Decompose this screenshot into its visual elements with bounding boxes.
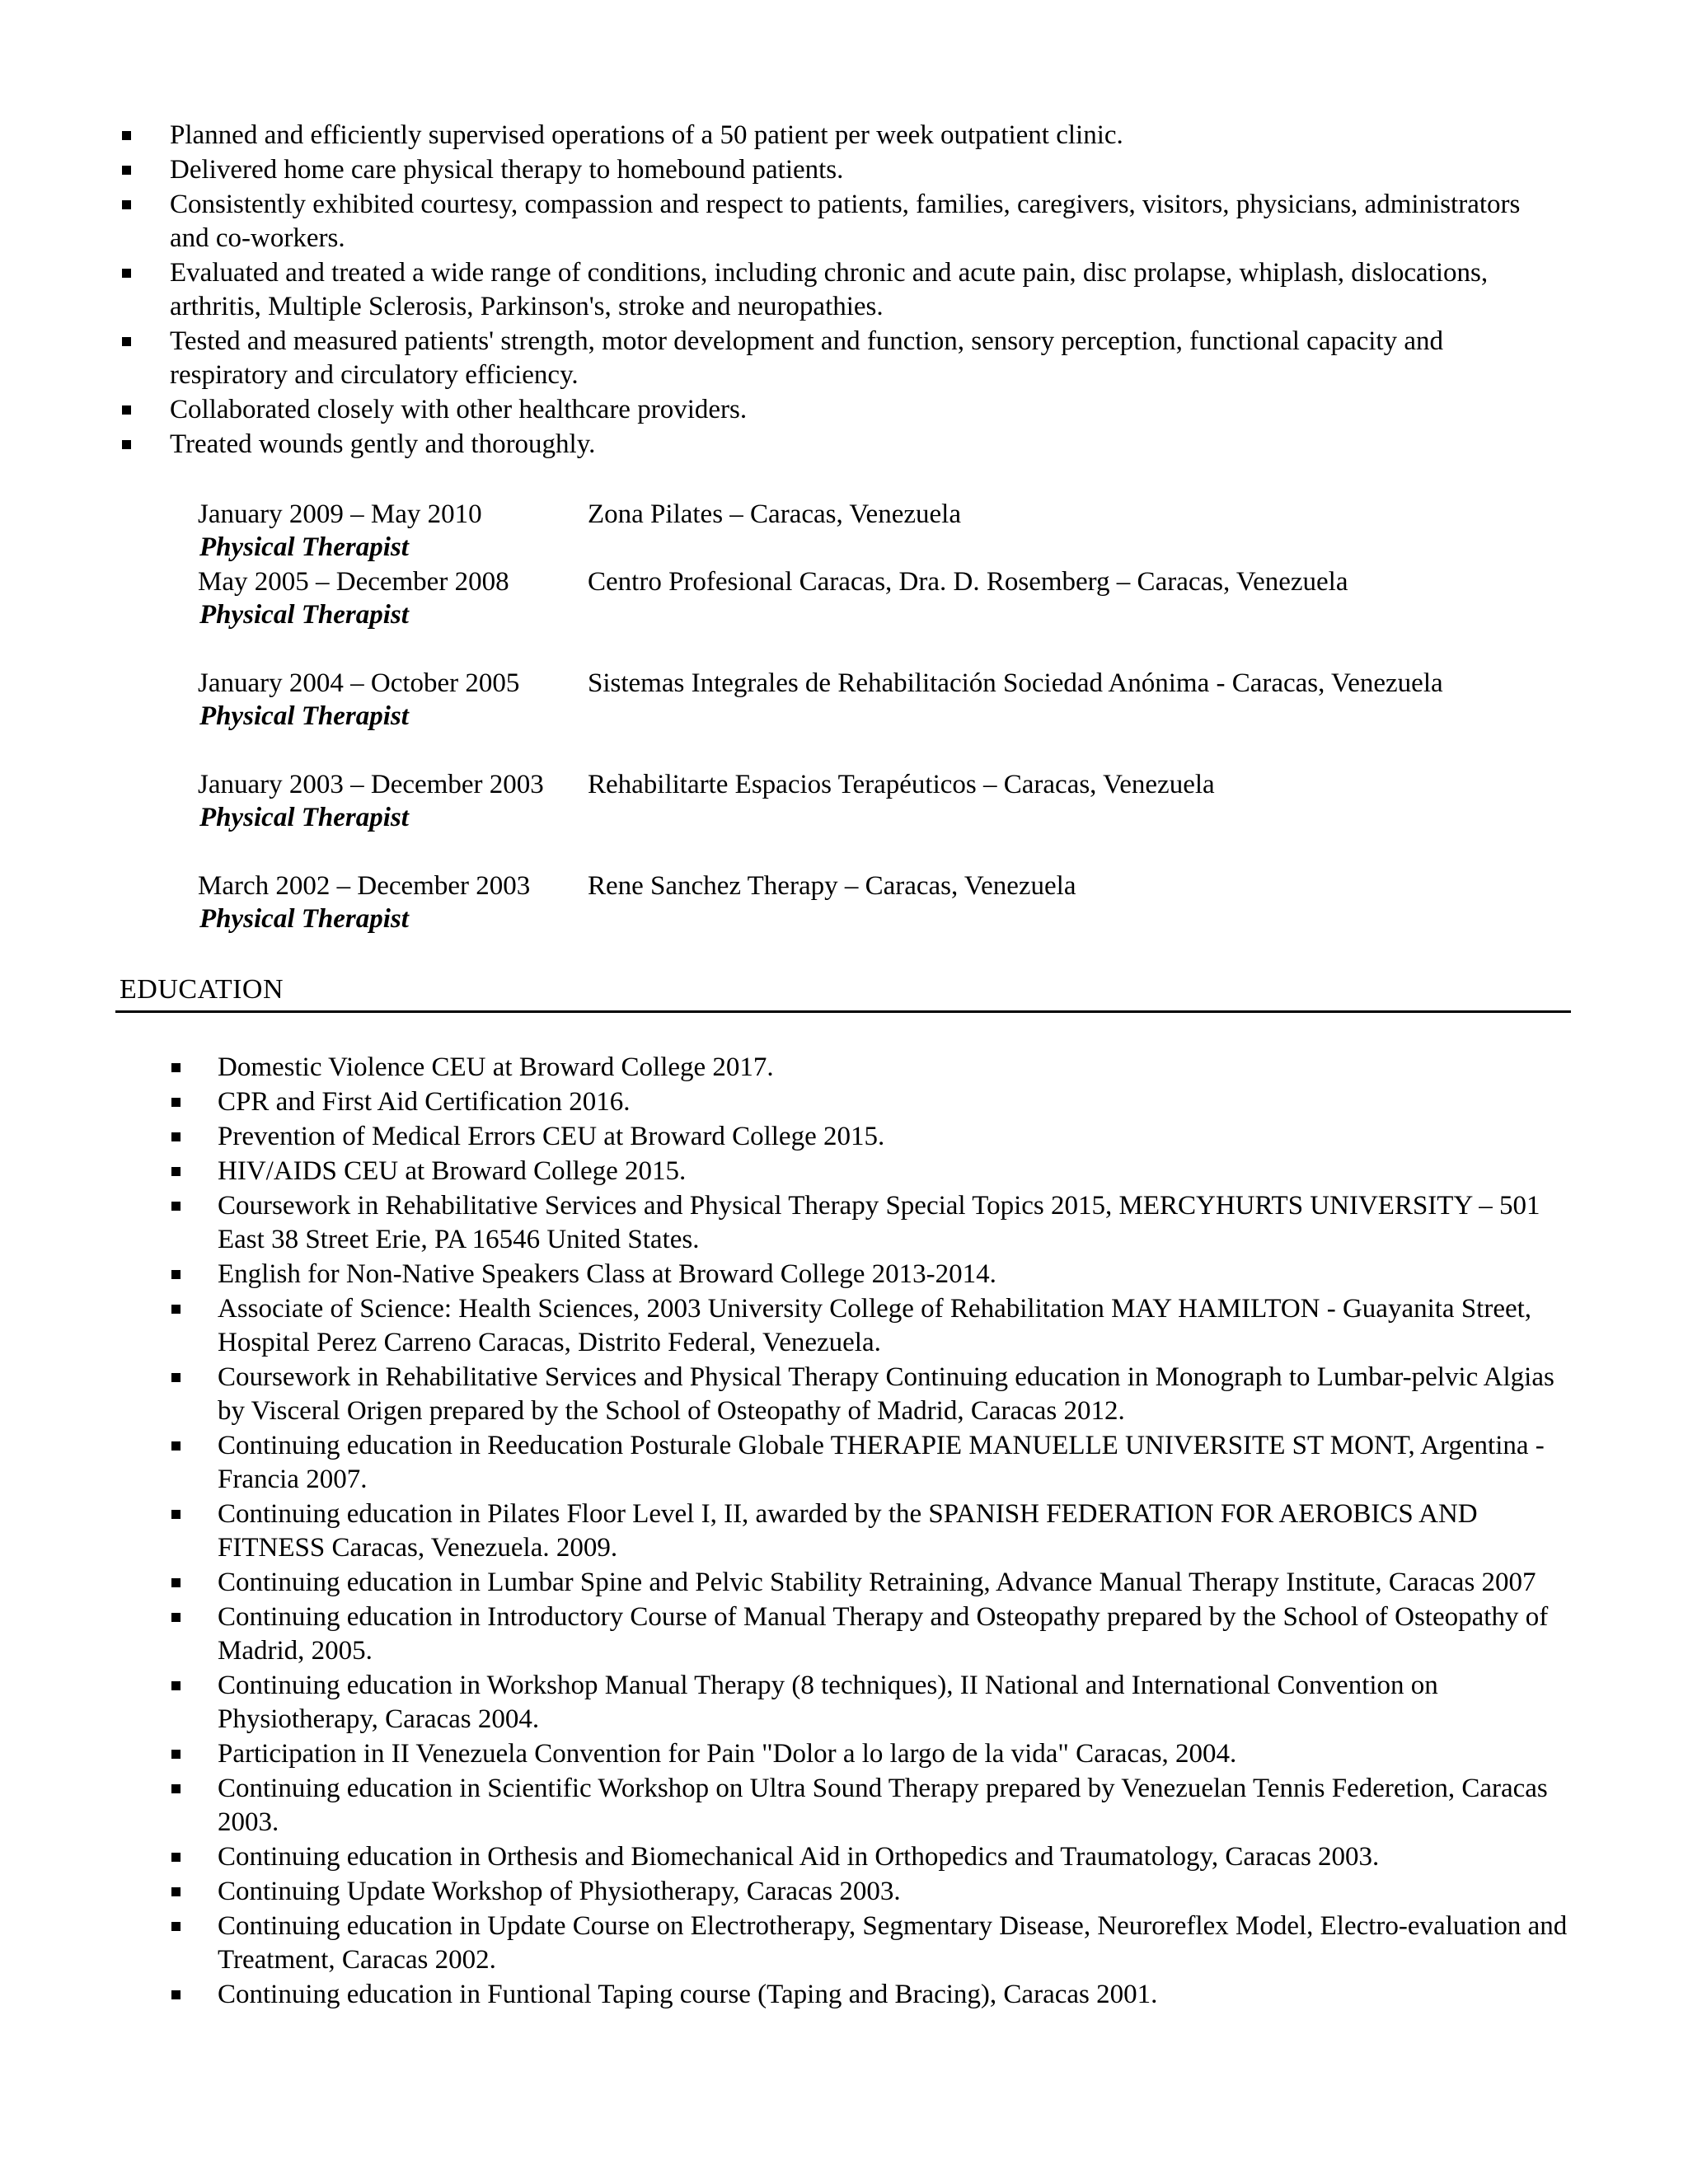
- job-role: Physical Therapist: [199, 701, 409, 731]
- list-item: [163, 1669, 1573, 1736]
- job-entry: [198, 667, 1599, 768]
- list-item: [163, 1875, 1573, 1909]
- list-item: [163, 1772, 1573, 1840]
- experience-bullet-list: [114, 119, 1564, 462]
- list-item-text: Treated wounds gently and thoroughly.: [170, 429, 596, 459]
- job-entry: [198, 768, 1599, 869]
- list-item: [163, 1155, 1573, 1188]
- list-item-text: Consistently exhibited courtesy, compassion and respect to patients, families, caregivers, visitors, physicians, administrators and co-workers.: [170, 190, 1521, 253]
- list-item-text: Continuing education in Funtional Taping course (Taping and Bracing), Caracas 2001.: [218, 1980, 1158, 2009]
- list-item-text: Continuing education in Introductory Course of Manual Therapy and Osteopathy prepared by the School of Osteopathy of Madrid, 2005.: [218, 1602, 1549, 1666]
- square-bullet-icon: [171, 1441, 181, 1451]
- list-item-text: CPR and First Aid Certification 2016.: [218, 1087, 631, 1117]
- list-item: [163, 1497, 1573, 1565]
- square-bullet-icon: [171, 1510, 181, 1519]
- job-employer: Centro Profesional Caracas, Dra. D. Rosemberg – Caracas, Venezuela: [588, 567, 1348, 597]
- square-bullet-icon: [171, 1681, 181, 1690]
- list-item-text: Continuing education in Orthesis and Biomechanical Aid in Orthopedics and Traumatology, Caracas 2003.: [218, 1842, 1380, 1872]
- list-item: [114, 153, 1564, 187]
- list-item-text: Continuing education in Pilates Floor Level I, II, awarded by the SPANISH FEDERATION FOR AEROBICS AND FITNESS Caracas, Venezuela. 2009.: [218, 1499, 1478, 1563]
- list-item-text: Domestic Violence CEU at Broward College 2017.: [218, 1052, 774, 1082]
- list-item: [114, 119, 1564, 152]
- square-bullet-icon: [171, 1853, 181, 1862]
- square-bullet-icon: [171, 1063, 181, 1072]
- list-item-text: Delivered home care physical therapy to homebound patients.: [170, 155, 844, 185]
- list-item-text: Tested and measured patients' strength, motor development and function, sensory perception, functional capacity and respiratory and circulatory efficiency.: [170, 326, 1443, 390]
- list-item: [163, 1120, 1573, 1154]
- square-bullet-icon: [122, 166, 131, 175]
- square-bullet-icon: [171, 1578, 181, 1587]
- list-item: [114, 393, 1564, 427]
- square-bullet-icon: [122, 405, 131, 415]
- job-role: Physical Therapist: [199, 803, 409, 832]
- list-item-text: Continuing education in Scientific Workshop on Ultra Sound Therapy prepared by Venezuelan Tennis Federetion, Caracas 2003.: [218, 1774, 1548, 1837]
- list-item-text: Coursework in Rehabilitative Services and Physical Therapy Continuing education in Monograph to Lumbar-pelvic Algias by Visceral Origen prepared by the School of Osteopathy of Madrid, Caracas 2012.: [218, 1362, 1554, 1426]
- square-bullet-icon: [171, 1305, 181, 1314]
- job-role: Physical Therapist: [199, 532, 409, 562]
- square-bullet-icon: [171, 1202, 181, 1211]
- job-entry: [198, 498, 1599, 565]
- square-bullet-icon: [171, 1373, 181, 1382]
- list-item: [114, 188, 1564, 255]
- list-item: [163, 1429, 1573, 1497]
- list-item-text: HIV/AIDS CEU at Broward College 2015.: [218, 1156, 687, 1186]
- list-item-text: Collaborated closely with other healthcare providers.: [170, 395, 748, 424]
- square-bullet-icon: [122, 131, 131, 140]
- list-item-text: Continuing education in Lumbar Spine and Pelvic Stability Retraining, Advance Manual Therapy Institute, Caracas 2007: [218, 1568, 1536, 1597]
- list-item: [163, 1910, 1573, 1977]
- list-item-text: Evaluated and treated a wide range of conditions, including chronic and acute pain, disc prolapse, whiplash, dislocations, arthritis, Multiple Sclerosis, Parkinson's, stroke and neuropathies.: [170, 258, 1489, 321]
- square-bullet-icon: [171, 1990, 181, 1999]
- list-item-text: Continuing Update Workshop of Physiotherapy, Caracas 2003.: [218, 1877, 901, 1906]
- square-bullet-icon: [171, 1098, 181, 1107]
- list-item: [163, 1085, 1573, 1119]
- list-item: [114, 325, 1564, 392]
- list-item: [163, 1292, 1573, 1360]
- section-divider: [115, 1010, 1571, 1013]
- list-item: [114, 256, 1564, 324]
- list-item-text: Coursework in Rehabilitative Services and Physical Therapy Special Topics 2015, MERCYHURTS UNIVERSITY – 501 East 38 Street Erie, PA 16546 United States.: [218, 1191, 1540, 1254]
- list-item-text: English for Non-Native Speakers Class at Broward College 2013-2014.: [218, 1259, 996, 1289]
- list-item-text: Continuing education in Update Course on Electrotherapy, Segmentary Disease, Neuroreflex Model, Electro-evaluation and Treatment, Caracas 2002.: [218, 1911, 1568, 1975]
- list-item-text: Associate of Science: Health Sciences, 2003 University College of Rehabilitation MAY HAMILTON - Guayanita Street, Hospital Perez Carreno Caracas, Distrito Federal, Venezuela.: [218, 1294, 1532, 1357]
- square-bullet-icon: [171, 1750, 181, 1759]
- square-bullet-icon: [122, 440, 131, 449]
- list-item: [163, 1189, 1573, 1257]
- list-item-text: Continuing education in Workshop Manual Therapy (8 techniques), II National and International Convention on Physiotherapy, Caracas 2004.: [218, 1671, 1438, 1734]
- list-item: [163, 1566, 1573, 1600]
- list-item: [163, 1737, 1573, 1771]
- job-dates: January 2003 – December 2003: [198, 770, 544, 799]
- job-employer: Zona Pilates – Caracas, Venezuela: [588, 499, 961, 529]
- education-list: [163, 1051, 1573, 2013]
- job-dates: May 2005 – December 2008: [198, 567, 509, 597]
- job-dates: March 2002 – December 2003: [198, 871, 531, 901]
- square-bullet-icon: [171, 1613, 181, 1622]
- square-bullet-icon: [171, 1922, 181, 1931]
- list-item: [114, 428, 1564, 462]
- square-bullet-icon: [171, 1270, 181, 1279]
- square-bullet-icon: [171, 1167, 181, 1176]
- list-item-text: Planned and efficiently supervised operations of a 50 patient per week outpatient clinic.: [170, 120, 1123, 150]
- square-bullet-icon: [122, 337, 131, 346]
- list-item: [163, 1978, 1573, 2012]
- job-employer: Rehabilitarte Espacios Terapéuticos – Caracas, Venezuela: [588, 770, 1215, 799]
- job-dates: January 2009 – May 2010: [198, 499, 482, 529]
- list-item: [163, 1361, 1573, 1428]
- square-bullet-icon: [171, 1784, 181, 1793]
- job-role: Physical Therapist: [199, 904, 409, 934]
- list-item: [163, 1601, 1573, 1668]
- employment-history: [198, 498, 1599, 937]
- list-item-text: Prevention of Medical Errors CEU at Broward College 2015.: [218, 1122, 885, 1151]
- job-employer: Sistemas Integrales de Rehabilitación Sociedad Anónima - Caracas, Venezuela: [588, 668, 1443, 698]
- square-bullet-icon: [122, 269, 131, 278]
- list-item: [163, 1258, 1573, 1291]
- job-employer: Rene Sanchez Therapy – Caracas, Venezuela: [588, 871, 1076, 901]
- job-dates: January 2004 – October 2005: [198, 668, 520, 698]
- list-item-text: Continuing education in Reeducation Posturale Globale THERAPIE MANUELLE UNIVERSITE ST MONT, Argentina - Francia 2007.: [218, 1431, 1545, 1494]
- square-bullet-icon: [171, 1132, 181, 1141]
- job-entry: [198, 869, 1599, 937]
- education-heading: EDUCATION: [120, 974, 284, 1005]
- job-entry: [198, 565, 1599, 667]
- list-item: [163, 1840, 1573, 1874]
- list-item: [163, 1051, 1573, 1085]
- list-item-text: Participation in II Venezuela Convention for Pain "Dolor a lo largo de la vida" Caracas, 2004.: [218, 1739, 1237, 1769]
- job-role: Physical Therapist: [199, 600, 409, 630]
- square-bullet-icon: [171, 1887, 181, 1896]
- square-bullet-icon: [122, 200, 131, 209]
